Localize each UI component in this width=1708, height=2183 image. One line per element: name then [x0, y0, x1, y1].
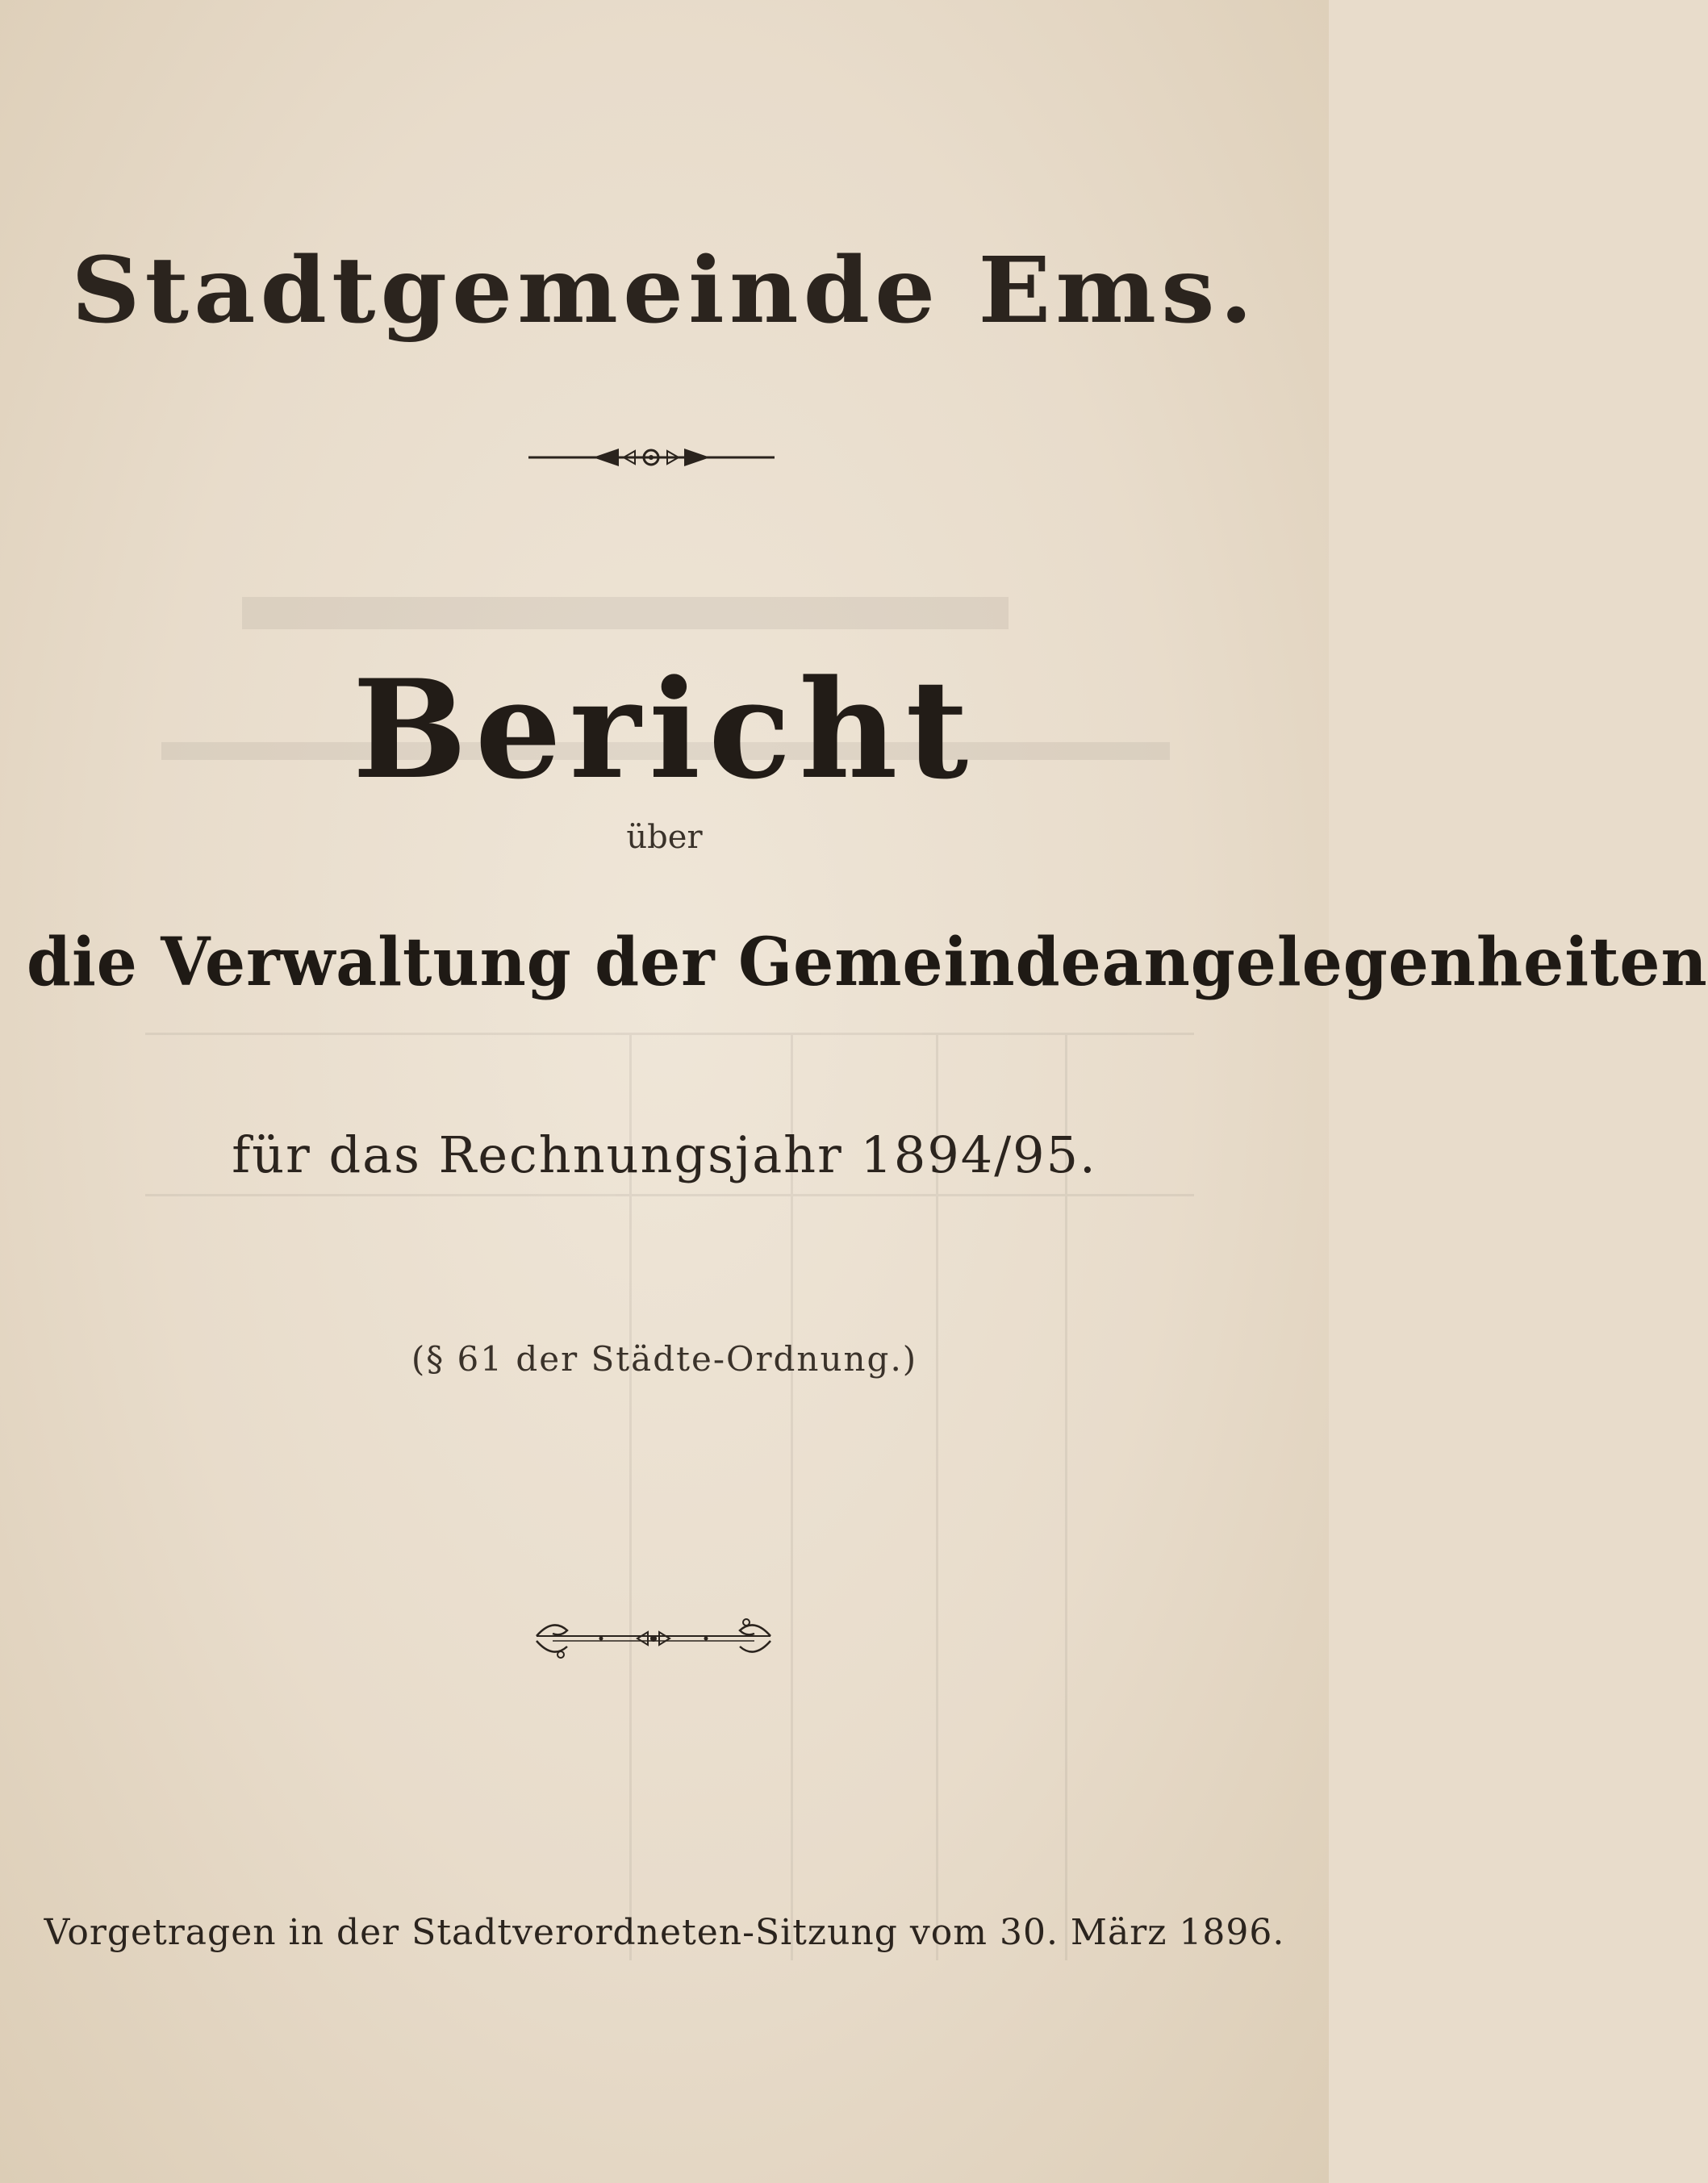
- decorative-rule-icon: [528, 441, 775, 474]
- legal-reference: (§ 61 der Städte-Ordnung.): [411, 1339, 918, 1379]
- page-title: Stadtgemeinde Ems.: [71, 236, 1258, 344]
- report-subject: die Verwaltung der Gemeindeangelegenheiten: [26, 924, 1708, 1001]
- presentation-note: Vorgetragen in der Stadtverordneten-Sitzung vom 30. März 1896.: [44, 1912, 1285, 1953]
- preposition-text: über: [626, 819, 703, 856]
- fiscal-year: für das Rechnungsjahr 1894/95.: [232, 1125, 1097, 1184]
- flourish-divider-icon: [520, 1609, 787, 1666]
- report-heading: Bericht: [352, 649, 977, 809]
